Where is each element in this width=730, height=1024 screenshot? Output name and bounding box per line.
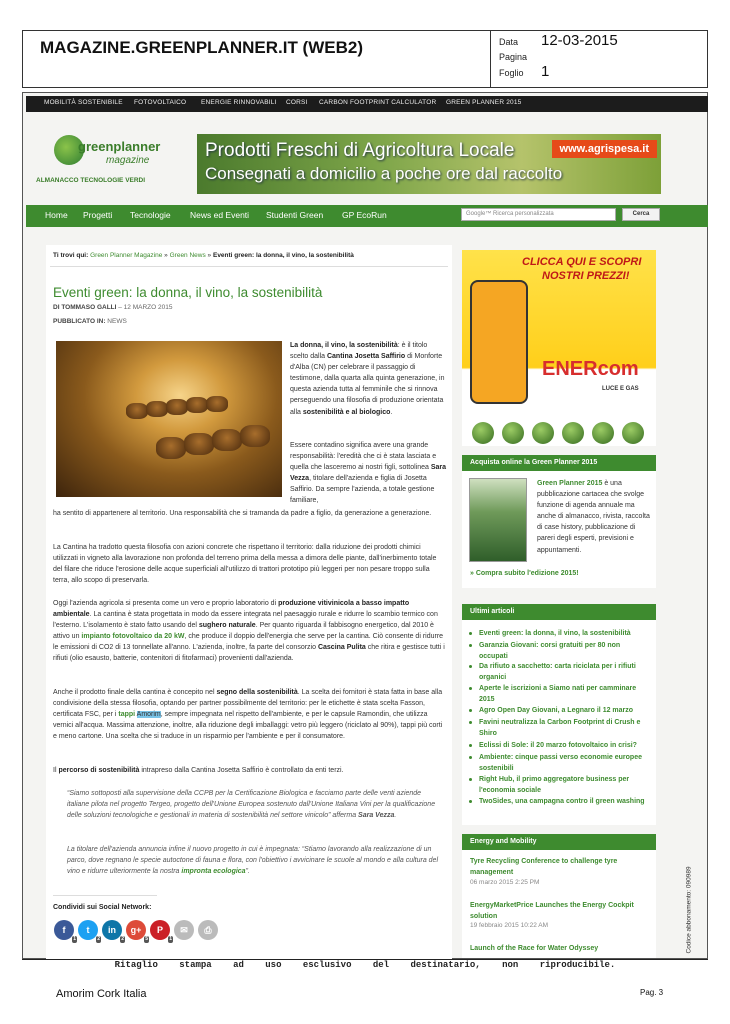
- pagina-label: Pagina: [499, 52, 528, 62]
- nav-progetti[interactable]: Progetti: [83, 210, 113, 220]
- foglio-label: Foglio: [499, 68, 524, 78]
- foglio-value: 1: [541, 63, 550, 80]
- eco-icon: [592, 422, 614, 444]
- nav-studenti-green[interactable]: Studenti Green: [266, 210, 324, 220]
- article-paragraph-3: La Cantina ha tradotto questa filosofia con azioni concrete che rispettano il territorio: dalla riduzione dei prodotti chimici utilizzati in vigneto alla lavorazione non profonda del terreno prima della messa a dimora delle piante, dall'inerbimento totale del filare che riduce l'erosione delle acque superficiali all'utilizzo di trattori prototipo più leggeri per non pesare troppo sulla terra, allo scopo di preservarla.: [53, 544, 437, 585]
- breadcrumb-separator: »: [207, 252, 212, 259]
- clipping-title: MAGAZINE.GREENPLANNER.IT (WEB2): [40, 38, 363, 57]
- logo-name: greenplanner: [78, 139, 161, 154]
- search-button[interactable]: Cerca: [622, 208, 660, 221]
- barrel: [126, 403, 148, 419]
- recent-article-link[interactable]: Eclissi di Sole: il 20 marzo fotovoltaico in crisi?: [469, 740, 649, 751]
- breadcrumb: [53, 252, 354, 259]
- eco-icon: [502, 422, 524, 444]
- banner-line-1: Prodotti Freschi di Agricoltura Locale: [205, 140, 515, 161]
- nav-home[interactable]: Home: [45, 210, 68, 220]
- topnav-item[interactable]: CARBON FOOTPRINT CALCULATOR: [319, 99, 437, 106]
- email-share-icon[interactable]: ✉: [174, 920, 194, 940]
- eco-icon: [562, 422, 584, 444]
- logo-subtitle: magazine: [106, 155, 150, 166]
- recent-article-link[interactable]: Agro Open Day Giovani, a Legnaro il 12 marzo: [469, 705, 649, 716]
- ad-line-2: NOSTRI PREZZI!: [542, 270, 630, 282]
- print-icon[interactable]: ⎙: [198, 920, 218, 940]
- energy-article-link[interactable]: EnergyMarketPrice Launches the Energy Cockpit solution: [470, 902, 634, 920]
- agrispesa-banner-ad[interactable]: [197, 134, 661, 194]
- recent-article-link[interactable]: Garanzia Giovani: corsi gratuiti per 80 non occupati: [469, 640, 649, 662]
- topnav-item[interactable]: MOBILITÀ SOSTENIBILE: [44, 99, 123, 106]
- recent-article-link[interactable]: Aperte le iscrizioni a Siamo nati per camminare 2015: [469, 683, 649, 705]
- wine-cellar-photo: [56, 341, 282, 497]
- client-name: Amorim Cork Italia: [56, 988, 147, 1000]
- category-value[interactable]: NEWS: [107, 318, 127, 325]
- article-paragraph-4: Oggi l'azienda agricola si presenta come un vero e proprio laboratorio di produzione vitivinicola a basso impatto ambientale. La cantina è stata progettata in modo da essere integrata nel paesaggio rurale e ridurre lo scambio termico con l'esterno. L'isolamento è stato fatto usando del sughero naturale. Per quanto riguarda il fabbisogno energetico, dal 2010 è attivo un impianto fotovoltaico da 20 kW, che produce il doppio dell'energia che serve per la cantina. Ciò consente di ridurre le emissioni di CO2 di 13 tonnellate all'anno. L'azienda, inoltre, fa parte del consorzio Cascina Pulita che ritira e gestisce tutti i rifiuti (olio esausto, batterie, contenitori di fitofarmaci) provenienti dall'azienda.: [53, 600, 445, 663]
- top-navigation: [26, 96, 708, 112]
- article-quote-2: La titolare dell'azienda annuncia infine il nuovo progetto in cui è impegnata: “Stiamo lavorando alla realizzazione di un parco, dove regnano le specie autoctone di fauna e flora, con l'obiettivo i avvicinare le scuole al mondo e alla cultura del vino e ridurre ulteriormente la nostra impronta ecologica”.: [67, 846, 439, 876]
- clipping-meta: [490, 30, 708, 88]
- facebook-share-button[interactable]: f 1: [54, 920, 74, 940]
- pinterest-share-button[interactable]: P 1: [150, 920, 170, 940]
- nav-news-eventi[interactable]: News ed Eventi: [190, 210, 250, 220]
- article-date: – 12 MARZO 2015: [118, 304, 173, 311]
- ad-subtitle: LUCE E GAS: [602, 386, 639, 392]
- breadcrumb-link-magazine[interactable]: Green Planner Magazine: [90, 252, 163, 259]
- search-input[interactable]: Google™ Ricerca personalizzata: [461, 208, 616, 221]
- barrel: [206, 396, 228, 412]
- data-value: 12-03-2015: [541, 32, 618, 49]
- article-paragraph-1: La donna, il vino, la sostenibilità: è il titolo scelto dalla Cantina Josetta Saffirio di Monforte d'Alba (CN) per celebrare il passaggio di testimone, dalla quarta alla quinta generazione, in questa azienda tutta al femminile che si rinnova perseguendo una filosofia di produzione orientata alla sostenibilità e al biologico.: [290, 342, 445, 416]
- reproduction-notice: Ritaglio stampa ad uso esclusivo del destinatario, non riproducibile.: [114, 960, 616, 970]
- linkedin-share-button[interactable]: in 2: [102, 920, 122, 940]
- divider: [50, 266, 448, 267]
- breadcrumb-current: Eventi green: la donna, il vino, la sostenibilità: [212, 252, 354, 259]
- eco-icon: [532, 422, 554, 444]
- page-number: Pag. 3: [640, 988, 664, 997]
- ad-brand: ENERcom: [542, 358, 639, 380]
- byline-prefix: DI: [53, 304, 60, 311]
- eco-icon: [622, 422, 644, 444]
- recent-article-link[interactable]: TwoSides, una campagna contro il green washing: [469, 796, 649, 807]
- article-quote-1: “Siamo sottoposti alla supervisione della CCPB per la Certificazione Biologica e facciamo parte delle venti aziende italiane pilota nel progetto Tergeo, progetto dell'Unione Europea sostenuto dall'Unione Italiana Vini per la qualificazione delle soluzioni tecnologiche e gestionali in materia di sostenibilità nel settore vinicolo” afferma Sara Vezza.: [67, 790, 436, 820]
- recent-article-link[interactable]: Favini neutralizza la Carbon Footprint di Crush e Shiro: [469, 717, 649, 739]
- googleplus-share-button[interactable]: g+ 5: [126, 920, 146, 940]
- recent-article-link[interactable]: Ambiente: cinque passi verso economie europee sostenibili: [469, 752, 649, 774]
- topnav-item[interactable]: GREEN PLANNER 2015: [446, 99, 522, 106]
- breadcrumb-separator: »: [164, 252, 168, 259]
- article-title: Eventi green: la donna, il vino, la sostenibilità: [53, 285, 323, 300]
- nav-gp-ecorun[interactable]: GP EcoRun: [342, 210, 387, 220]
- topnav-item[interactable]: CORSI: [286, 99, 308, 106]
- barrel: [212, 429, 242, 451]
- article-author[interactable]: TOMMASO GALLI: [61, 304, 117, 311]
- barrel: [240, 425, 270, 447]
- topnav-item[interactable]: ENERGIE RINNOVABILI: [201, 99, 277, 106]
- barrel: [146, 401, 168, 417]
- energy-article-date: 06 marzo 2015 2:25 PM: [470, 879, 540, 886]
- topnav-item[interactable]: FOTOVOLTAICO: [134, 99, 187, 106]
- sidebar-heading-ultimi: Ultimi articoli: [462, 604, 656, 620]
- twitter-share-button[interactable]: t 2: [78, 920, 98, 940]
- divider: [53, 895, 157, 896]
- banner-line-2: Consegnati a domicilio a poche ore dal raccolto: [205, 164, 563, 183]
- data-label: Data: [499, 37, 519, 47]
- barrel: [156, 437, 186, 459]
- recent-article-link[interactable]: Eventi green: la donna, il vino, la sostenibilità: [469, 628, 649, 639]
- sidebar-heading-acquista: Acquista online la Green Planner 2015: [462, 455, 656, 471]
- category-label: PUBBLICATO IN:: [53, 318, 106, 325]
- banner-url: www.agrispesa.it: [552, 140, 657, 158]
- eco-icon: [472, 422, 494, 444]
- nav-tecnologie[interactable]: Tecnologie: [130, 210, 171, 220]
- barrel: [186, 397, 208, 413]
- barrel: [166, 399, 188, 415]
- green-planner-book-cover[interactable]: [469, 478, 527, 562]
- sidebar-acquista-text: Green Planner 2015 è una pubblicazione cartacea che svolge funzione di agenda annuale ma anche di almanacco, rivista, raccolta di case history, pubblicazione di pareri degli esperti, previsioni e appuntamenti.: [537, 480, 650, 554]
- article-paragraph-2a: Essere contadino significa avere una grande responsabilità: l'eredità che ci è stata lasciata e quella che lasceremo ai nostri figli, sottolinea Sara Vezza, titolare dell'azienda e figlia di Josetta Saffirio. Da sempre l'azienda, a totale gestione familiare,: [290, 442, 447, 505]
- robot-mascot-icon: [470, 280, 528, 404]
- energy-article-date: 19 febbraio 2015 10:22 AM: [470, 922, 549, 929]
- article-byline: [53, 304, 172, 311]
- article-paragraph-2b: ha sentito di appartenere al territorio. Una responsabilità che si tramanda da padre a figlio, da generazione a generazione.: [53, 510, 432, 517]
- barrel: [184, 433, 214, 455]
- sidebar-heading-energy: Energy and Mobility: [462, 834, 656, 850]
- energy-article-link[interactable]: Launch of the Race for Water Odyssey: [470, 945, 599, 952]
- article-category: [53, 318, 127, 325]
- breadcrumb-link-news[interactable]: Green News: [169, 252, 206, 259]
- enercom-ad[interactable]: [462, 250, 656, 446]
- energy-article-link[interactable]: Tyre Recycling Conference to challenge tyre management: [470, 858, 618, 876]
- amorim-highlight: Amorim: [136, 711, 161, 719]
- buy-now-link[interactable]: » Compra subito l'edizione 2015!: [470, 570, 579, 577]
- subscription-code: Codice abbonamento: 090989: [685, 866, 693, 954]
- recent-article-link[interactable]: Right Hub, il primo aggregatore business per l'economia sociale: [469, 774, 649, 796]
- article-paragraph-6: Il percorso di sostenibilità intrapreso dalla Cantina Josetta Saffirio è controllato da enti terzi.: [53, 767, 344, 774]
- logo-tagline: ALMANACCO TECNOLOGIE VERDI: [36, 177, 146, 184]
- share-label: Condividi sui Social Network:: [53, 904, 152, 911]
- ad-line-1: CLICCA QUI E SCOPRI: [522, 256, 642, 268]
- breadcrumb-prefix: Ti trovi qui:: [53, 252, 89, 259]
- article-paragraph-5: Anche il prodotto finale della cantina è concepito nel segno della sostenibilità. La scelta dei fornitori è stata fatta in base alla condivisione della stessa filosofia, optando per partner possibilmente del territorio: per le etichette è stata scelta Fasson, certificata FSC, per i tappi Amorim, sempre impegnata nel rispetto dell'ambiente, e per le capsule Ramondin, che utilizza vernici all'acqua. Massima attenzione, inoltre, alla riduzione degli imballaggi: vetro più leggero (riciclato al 90%), tappi più corti e meno cartone. Una scelta che si traduce in un risparmio per l'ambiente e per il consumatore.: [53, 689, 443, 741]
- recent-article-link[interactable]: Da rifiuto a sacchetto: carta riciclata per i rifiuti organici: [469, 661, 649, 683]
